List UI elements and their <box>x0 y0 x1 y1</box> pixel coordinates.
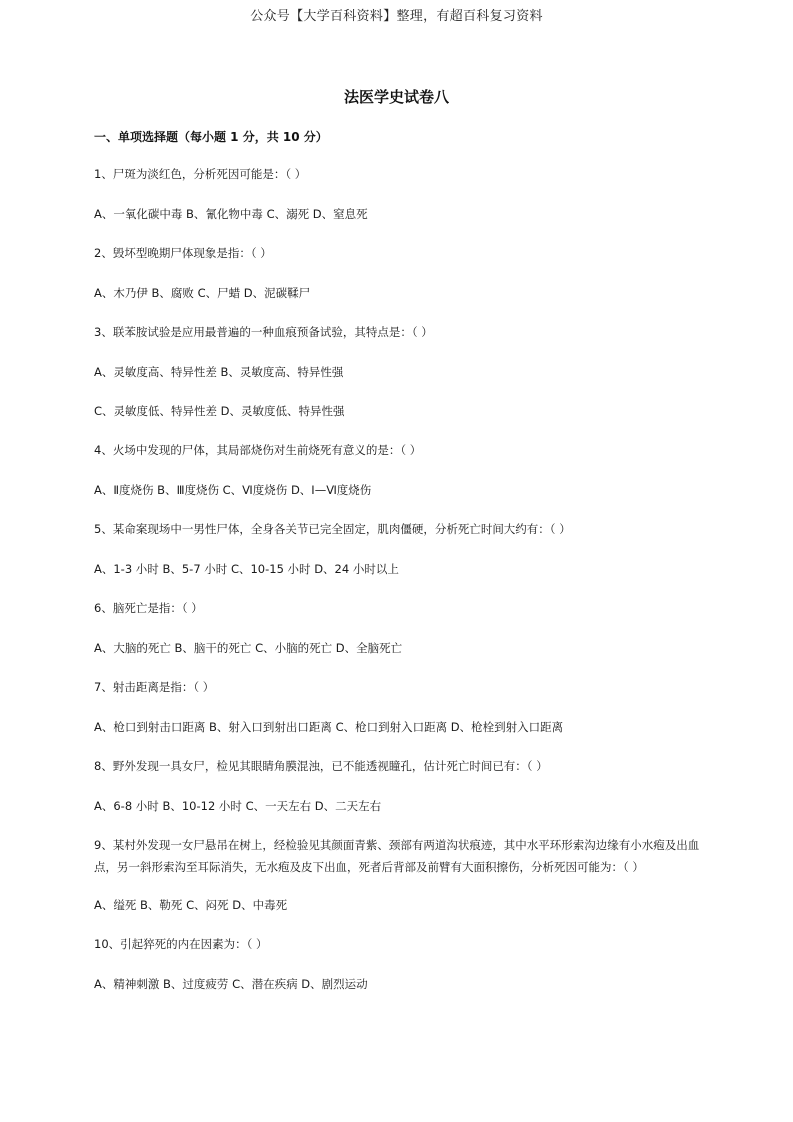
question-6: 6、脑死亡是指：（ ） <box>94 601 203 615</box>
question-9: 9、某村外发现一女尸悬吊在树上，经检验见其颜面青紫、颈部有两道沟状痕迹，其中水平环形索沟边缘有小水疱及出血点，另一斜形索沟至耳际消失，无水疱及皮下出血，死者后背部及前臂有大面积擦伤，分析死因可能为：（ ） <box>94 838 700 874</box>
question-1: 1、尸斑为淡红色，分析死因可能是：（ ） <box>94 167 307 181</box>
question-2-options: A、木乃伊 B、腐败 C、尸蜡 D、泥碳鞣尸 <box>94 286 311 300</box>
question-1-options: A、一氧化碳中毒 B、氰化物中毒 C、溺死 D、窒息死 <box>94 207 368 221</box>
section-heading: 一、单项选择题（每小题 1 分，共 10 分） <box>94 130 328 144</box>
question-4-options: A、Ⅱ度烧伤 B、Ⅲ度烧伤 C、Ⅵ度烧伤 D、Ⅰ—Ⅵ度烧伤 <box>94 483 372 497</box>
question-3: 3、联苯胺试验是应用最普遍的一种血痕预备试验，其特点是：（ ） <box>94 325 433 339</box>
question-7: 7、射击距离是指：（ ） <box>94 680 215 694</box>
question-3-options-cd: C、灵敏度低、特异性差 D、灵敏度低、特异性强 <box>94 404 345 418</box>
question-10-options: A、精神刺激 B、过度疲劳 C、潜在疾病 D、剧烈运动 <box>94 977 368 991</box>
question-10: 10、引起猝死的内在因素为：（ ） <box>94 937 268 951</box>
header-note: 公众号【大学百科资料】整理，有超百科复习资料 <box>250 9 543 24</box>
question-3-options-ab: A、灵敏度高、特异性差 B、灵敏度高、特异性强 <box>94 365 344 379</box>
question-8-options: A、6-8 小时 B、10-12 小时 C、一天左右 D、二天左右 <box>94 799 382 813</box>
question-5: 5、某命案现场中一男性尸体，全身各关节已完全固定，肌肉僵硬，分析死亡时间大约有：（ ） <box>94 522 571 536</box>
question-2: 2、毁坏型晚期尸体现象是指：（ ） <box>94 246 272 260</box>
question-6-options: A、大脑的死亡 B、脑干的死亡 C、小脑的死亡 D、全脑死亡 <box>94 641 403 655</box>
document-title: 法医学史试卷八 <box>343 88 449 106</box>
question-7-options: A、枪口到射击口距离 B、射入口到射出口距离 C、枪口到射入口距离 D、枪栓到射入口距离 <box>94 720 564 734</box>
question-9-options: A、缢死 B、勒死 C、闷死 D、中毒死 <box>94 898 288 912</box>
question-8: 8、野外发现一具女尸，检见其眼睛角膜混浊，已不能透视瞳孔，估计死亡时间已有：（ ） <box>94 759 548 773</box>
question-5-options: A、1-3 小时 B、5-7 小时 C、10-15 小时 D、24 小时以上 <box>94 562 399 576</box>
question-4: 4、火场中发现的尸体，其局部烧伤对生前烧死有意义的是：（ ） <box>94 443 422 457</box>
